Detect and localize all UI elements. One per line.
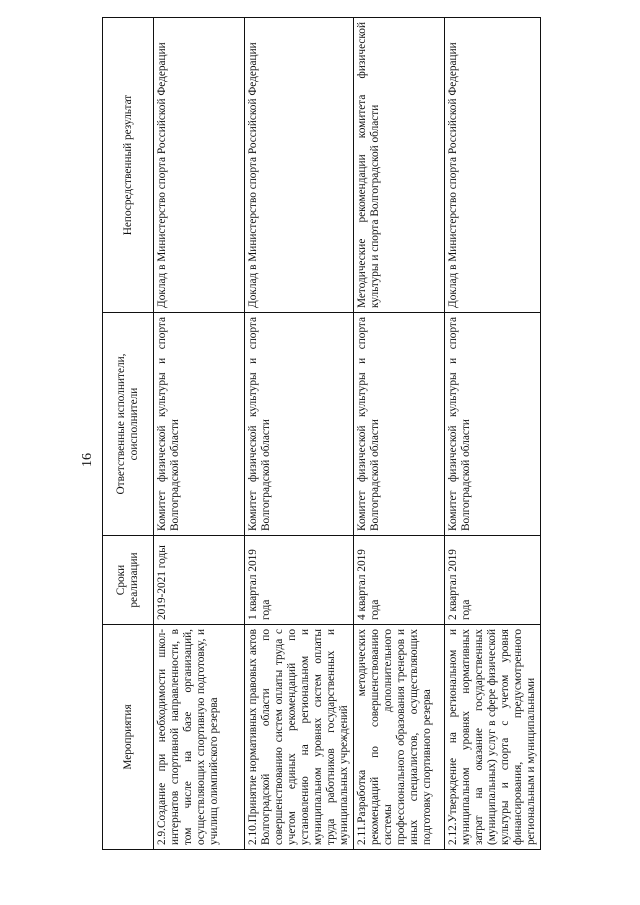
event-cell: 2.11.Разработка методических рекомендаций по совершенствованию системы дополнительного профессионального образования тренеров и иных специалистов, осуществляющих подготовку спортивного резерва — [354, 625, 445, 850]
table-row — [445, 18, 541, 850]
executors-cell: Комитет физической культуры и спорта Волгоградской области — [154, 313, 245, 536]
period-cell: 4 квартал 2019 года — [354, 536, 445, 625]
header-period: Сроки реализации — [103, 536, 154, 625]
table-row — [245, 18, 354, 850]
event-cell: 2.12.Утверждение на региональном и муниципальном уровнях нормативных затрат на оказание государственных (муниципальных) услуг в сфере физической культуры и спорта с учетом уровня финансирования, предусмотренного региональным и муниципальными — [445, 625, 541, 850]
header-result: Непосредственный результат — [103, 18, 154, 313]
executors-cell: Комитет физической культуры и спорта Волгоградской области — [445, 313, 541, 536]
event-cell: 2.10.Принятие нормативных правовых актов Волгоградской области по совершенствованию систем оплаты труда с учетом единых рекомендаций по установлению на региональном и муниципальном уровнях систем оплаты труда работников государственных и муниципальных учреждений — [245, 625, 354, 850]
table-row — [354, 18, 445, 850]
header-executors: Ответственные исполнители, соисполнители — [103, 313, 154, 536]
result-cell: Доклад в Министерство спорта Российской Федерации — [445, 18, 541, 313]
events-table — [102, 17, 541, 850]
executors-cell: Комитет физической культуры и спорта Волгоградской области — [354, 313, 445, 536]
page-number: 16 — [80, 453, 95, 467]
table-row — [154, 18, 245, 850]
header-events: Мероприятия — [103, 625, 154, 850]
table-header-row — [103, 18, 154, 850]
period-cell: 1 квартал 2019 года — [245, 536, 354, 625]
period-cell: 2 квартал 2019 года — [445, 536, 541, 625]
document-page — [80, 22, 605, 850]
period-cell: 2019-2021 годы — [154, 536, 245, 625]
event-cell: 2.9.Создание при необходимости школ-интернатов спортивной направленности, в том числе на базе организаций, осуществляющих спортивную подготовку, и училищ олимпийского резерва — [154, 625, 245, 850]
executors-cell: Комитет физической культуры и спорта Волгоградской области — [245, 313, 354, 536]
result-cell: Доклад в Министерство спорта Российской Федерации — [154, 18, 245, 313]
result-cell: Методические рекомендации комитета физической культуры и спорта Волгоградской области — [354, 18, 445, 313]
result-cell: Доклад в Министерство спорта Российской Федерации — [245, 18, 354, 313]
